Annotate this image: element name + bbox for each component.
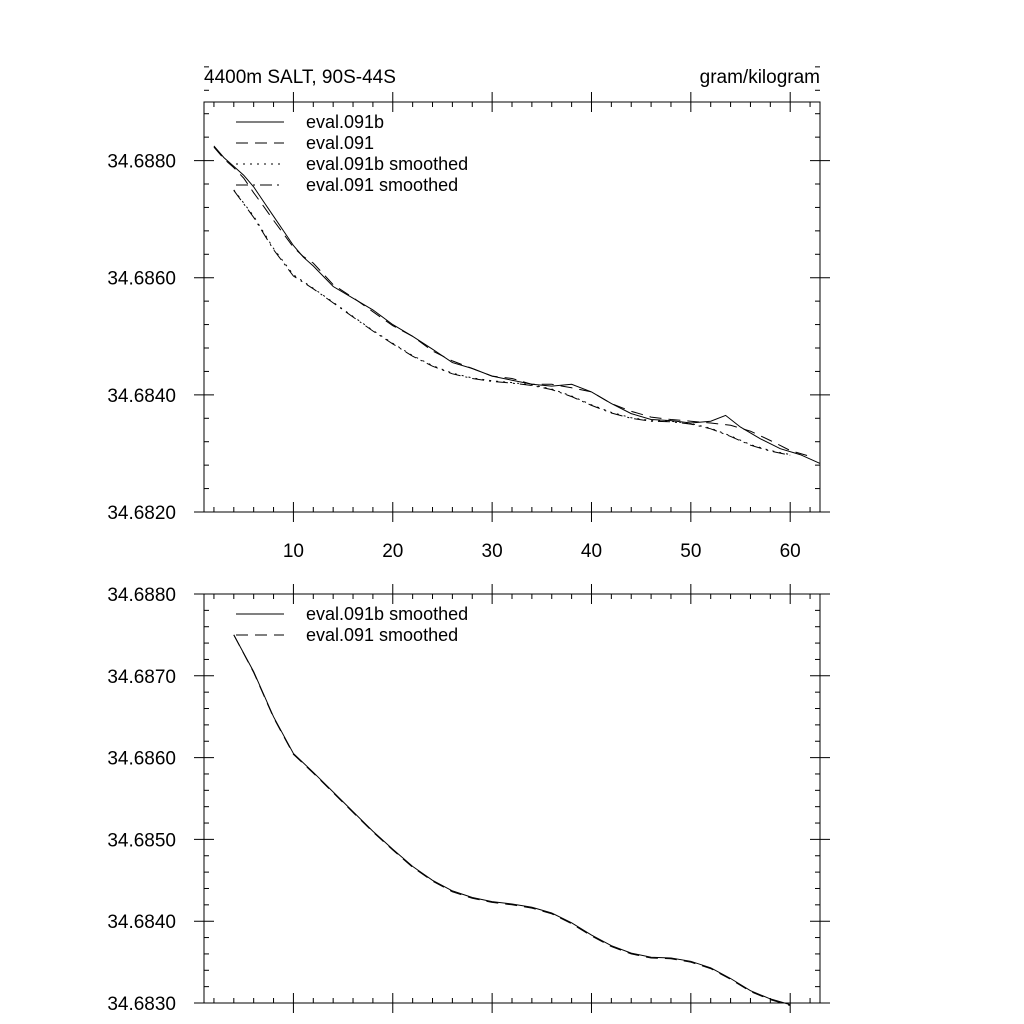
y-tick-label: 34.6880 — [107, 585, 176, 606]
legend-label: eval.091 — [306, 133, 375, 153]
y-tick-label: 34.6840 — [107, 385, 176, 407]
plot-frame — [204, 102, 820, 512]
series-line-eval-091-smoothed — [234, 635, 790, 1006]
series-line-eval-091 — [214, 147, 810, 456]
series-line-eval-091-smoothed — [234, 190, 790, 455]
legend-label: eval.091 smoothed — [306, 625, 459, 645]
x-tick-label: 10 — [282, 541, 304, 562]
legend-label: eval.091b — [306, 112, 385, 132]
y-tick-label: 34.6840 — [107, 912, 176, 934]
series-line-eval-091b-smoothed — [234, 190, 790, 455]
y-tick-label: 34.6860 — [107, 748, 176, 770]
x-tick-label: 40 — [580, 541, 603, 562]
plot-frame — [204, 594, 820, 1003]
top-panel — [107, 67, 830, 562]
y-tick-label: 34.6880 — [107, 151, 176, 173]
legend-label: eval.091b smoothed — [306, 604, 469, 624]
bottom-panel — [107, 584, 830, 1015]
x-tick-label: 30 — [481, 541, 503, 562]
y-tick-label: 34.6820 — [107, 503, 176, 524]
y-tick-label: 34.6860 — [107, 268, 176, 290]
x-tick-label: 50 — [680, 541, 702, 562]
y-tick-label: 34.6850 — [107, 830, 176, 852]
chart-units-label: gram/kilogram — [699, 67, 820, 88]
series-line-eval-091b — [214, 146, 820, 464]
chart-title-left: 4400m SALT, 90S-44S — [204, 67, 396, 88]
legend-label: eval.091 smoothed — [306, 175, 459, 195]
y-tick-label: 34.6830 — [107, 994, 176, 1015]
x-tick-label: 60 — [779, 541, 801, 562]
legend-label: eval.091b smoothed — [306, 154, 469, 174]
x-tick-label: 20 — [382, 541, 404, 562]
series-line-eval-091b-smoothed — [234, 635, 790, 1005]
y-tick-label: 34.6870 — [107, 666, 176, 688]
